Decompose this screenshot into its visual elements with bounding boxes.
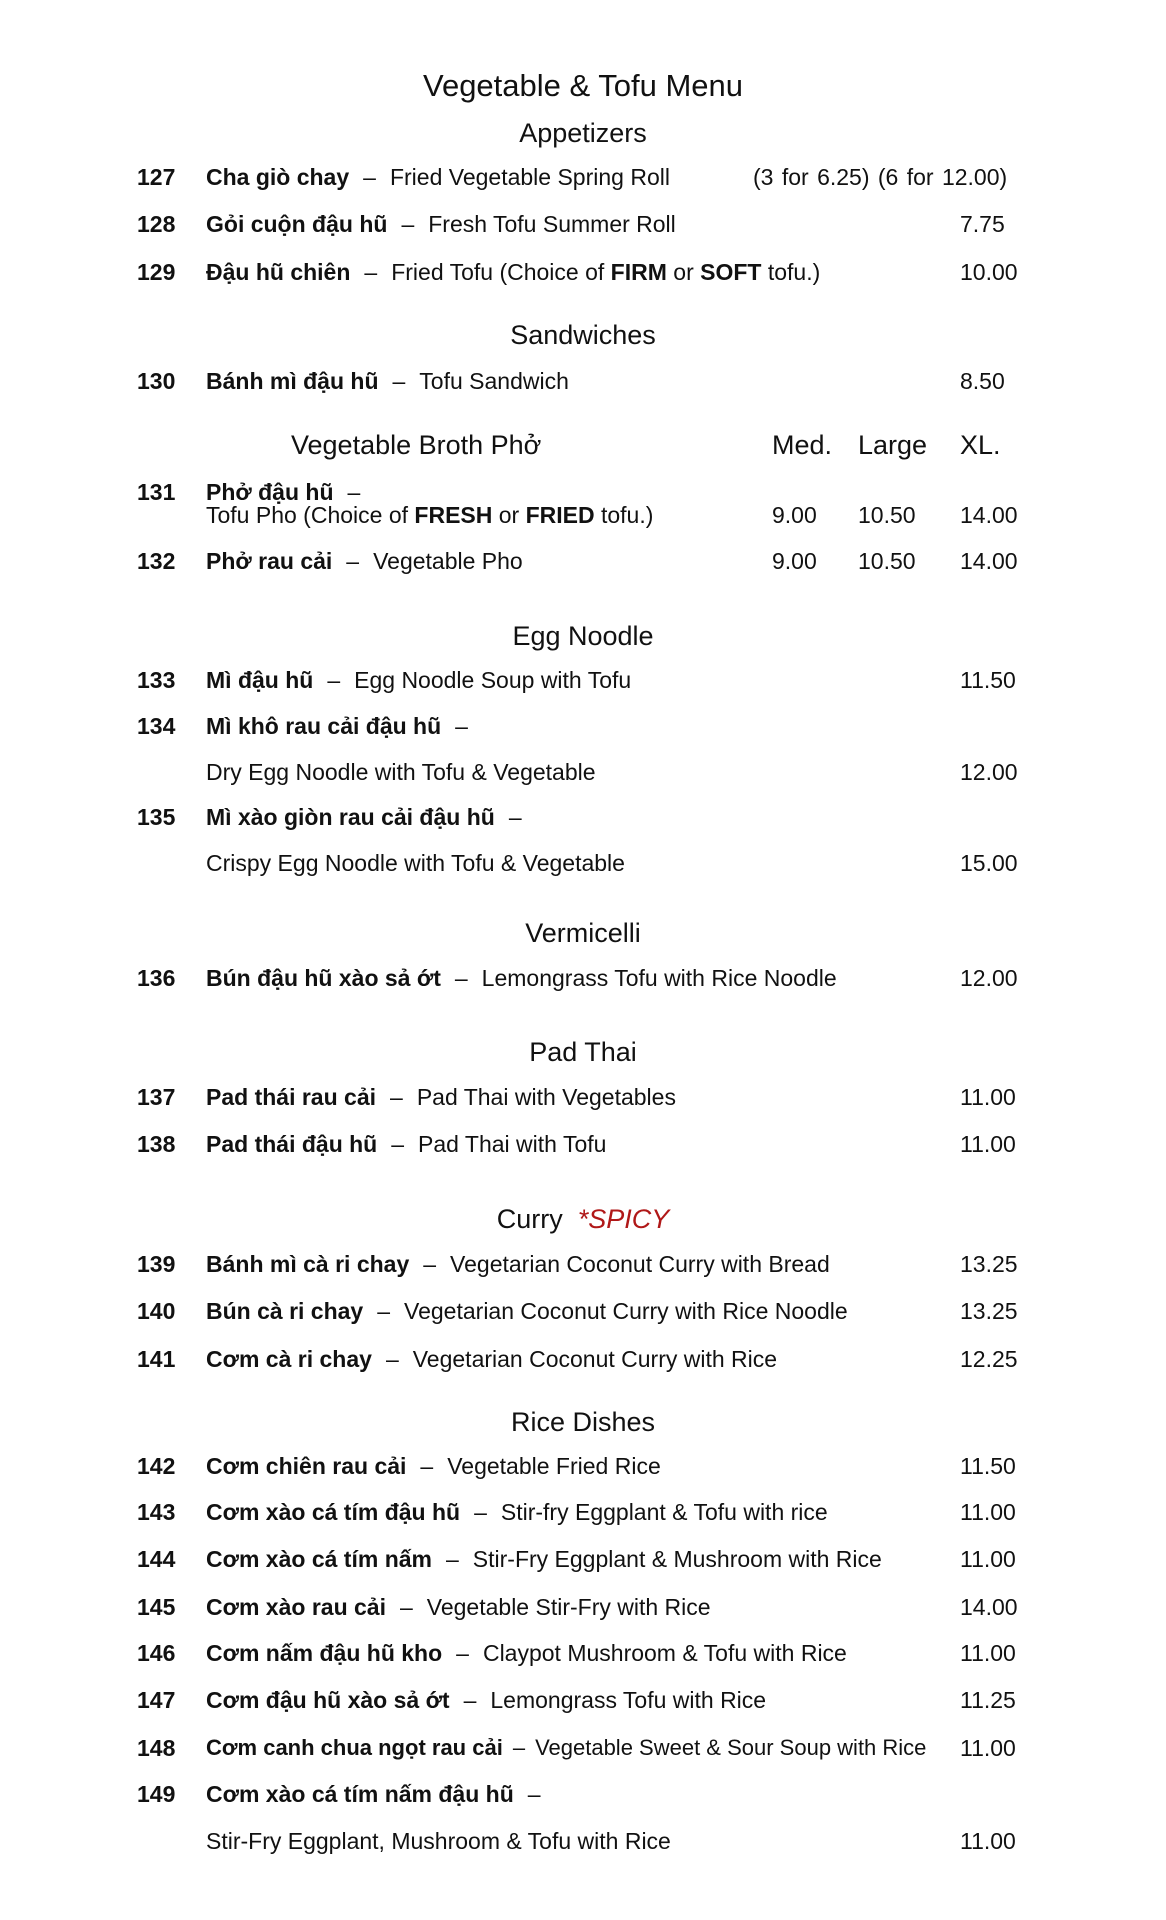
- section-heading-rice-dishes: Rice Dishes: [510, 1407, 656, 1437]
- section-heading-pho: Vegetable Broth Phở: [291, 430, 542, 460]
- section-heading-pad-thai: Pad Thai: [529, 1037, 637, 1067]
- menu-item-140: [206, 1298, 848, 1325]
- menu-item-147: [206, 1687, 766, 1714]
- item-number: 134: [137, 713, 176, 739]
- dash: –: [385, 1346, 399, 1372]
- item-viet-name: Mì xào giòn rau cải đậu hũ: [206, 804, 495, 830]
- item-price: (3 for 6.25) (6 for 12.00): [753, 164, 1008, 190]
- dash: –: [527, 1781, 541, 1807]
- item-english-name: Pad Thai with Vegetables: [416, 1084, 676, 1110]
- dash: –: [363, 164, 376, 190]
- item-number: 147: [137, 1687, 176, 1713]
- menu-title: Vegetable & Tofu Menu: [422, 68, 743, 103]
- item-number: 131: [137, 479, 176, 505]
- item-english-name: Vegetarian Coconut Curry with Rice Noodle: [404, 1298, 848, 1324]
- option-fresh: FRESH: [414, 502, 493, 528]
- item-viet-name: Phở rau cải: [206, 548, 333, 574]
- item-english-name: Vegetarian Coconut Curry with Rice: [412, 1346, 778, 1372]
- item-price: 14.00: [960, 1594, 1018, 1620]
- dash: –: [399, 1594, 413, 1620]
- dash: –: [401, 211, 415, 237]
- menu-item-129: [206, 259, 820, 286]
- menu-item-148: [206, 1735, 926, 1761]
- dash: –: [392, 368, 406, 394]
- spicy-label: *SPICY: [577, 1204, 670, 1234]
- price-med: 9.00: [772, 502, 817, 528]
- item-number: 139: [137, 1251, 176, 1277]
- item-price: 11.50: [960, 1453, 1016, 1479]
- item-english-name: Pad Thai with Tofu: [418, 1131, 607, 1157]
- dash: –: [420, 1453, 434, 1479]
- item-number: 144: [137, 1546, 176, 1572]
- price-xl: 14.00: [960, 548, 1018, 574]
- item-price: 12.25: [960, 1346, 1018, 1372]
- dash: –: [445, 1546, 459, 1572]
- menu-item-138: [206, 1131, 606, 1158]
- item-english-name: Stir-Fry Eggplant, Mushroom & Tofu with Rice: [206, 1828, 671, 1854]
- menu-item-144: [206, 1546, 882, 1573]
- item-price: 11.50: [960, 667, 1016, 693]
- section-heading-curry: [0, 1204, 1166, 1235]
- item-number: 138: [137, 1131, 176, 1157]
- item-number: 132: [137, 548, 176, 574]
- dash: –: [474, 1499, 487, 1525]
- menu-item-141: [206, 1346, 777, 1373]
- item-viet-name: Cơm cà ri chay: [206, 1346, 372, 1372]
- price-large: 10.50: [858, 548, 916, 574]
- menu-item-136: [206, 965, 837, 992]
- item-price: 11.00: [960, 1546, 1016, 1572]
- price-large: 10.50: [858, 502, 916, 528]
- item-english-name: Crispy Egg Noodle with Tofu & Vegetable: [206, 850, 625, 876]
- item-viet-name: Bánh mì cà ri chay: [206, 1251, 410, 1277]
- item-english-name: Egg Noodle Soup with Tofu: [354, 667, 632, 693]
- item-viet-name: Phở đậu hũ: [206, 479, 334, 505]
- item-english-name: Claypot Mushroom & Tofu with Rice: [482, 1640, 847, 1666]
- item-number: 137: [137, 1084, 176, 1110]
- item-english-name: Vegetable Fried Rice: [447, 1453, 661, 1479]
- item-viet-name: Cơm chiên rau cải: [206, 1453, 407, 1479]
- dash: –: [456, 1640, 469, 1666]
- item-viet-name: Cơm xào cá tím nấm đậu hũ: [206, 1781, 514, 1807]
- item-price: 12.00: [960, 965, 1018, 991]
- item-viet-name: Gỏi cuộn đậu hũ: [206, 211, 388, 237]
- item-viet-name: Cơm xào cá tím nấm: [206, 1546, 432, 1572]
- menu-item-132: [206, 548, 523, 575]
- item-english-name: Fresh Tofu Summer Roll: [428, 211, 676, 237]
- item-number: 146: [137, 1640, 176, 1666]
- curry-heading: Curry: [496, 1204, 563, 1234]
- item-price: 7.75: [960, 211, 1005, 237]
- item-viet-name: Bún đậu hũ xào sả ớt: [206, 965, 441, 991]
- item-price: 10.00: [960, 259, 1018, 285]
- size-header-xl: XL.: [960, 430, 1001, 460]
- dash: –: [391, 1131, 405, 1157]
- menu-item-139: [206, 1251, 830, 1278]
- item-number: 142: [137, 1453, 176, 1479]
- item-price: 11.00: [960, 1084, 1016, 1110]
- dash: –: [327, 667, 341, 693]
- dash: –: [463, 1687, 477, 1713]
- item-viet-name: Đậu hũ chiên: [206, 259, 351, 285]
- item-viet-name: Cơm đậu hũ xào sả ớt: [206, 1687, 450, 1713]
- section-heading-appetizers: Appetizers: [519, 118, 647, 148]
- item-english-name-pre: Tofu Pho (Choice of: [206, 502, 415, 528]
- item-viet-name: Cha giò chay: [206, 164, 350, 190]
- dash: –: [390, 1084, 403, 1110]
- item-english-name: Vegetarian Coconut Curry with Bread: [450, 1251, 830, 1277]
- menu-item-143: [206, 1499, 828, 1526]
- item-english-name: Vegetable Stir-Fry with Rice: [426, 1594, 711, 1620]
- dash: –: [364, 259, 378, 285]
- dash: –: [347, 479, 361, 505]
- item-price: 11.00: [960, 1499, 1016, 1525]
- dash: –: [423, 1251, 437, 1277]
- menu-item-149-name: [206, 1781, 555, 1808]
- dash: –: [508, 804, 522, 830]
- item-number: 130: [137, 368, 176, 394]
- menu-item-145: [206, 1594, 711, 1621]
- item-english-name: Dry Egg Noodle with Tofu & Vegetable: [206, 759, 596, 785]
- section-heading-vermicelli: Vermicelli: [525, 918, 641, 948]
- item-viet-name: Cơm xào rau cải: [206, 1594, 386, 1620]
- dash: –: [377, 1298, 391, 1324]
- menu-item-128: [206, 211, 676, 238]
- menu-item-146: [206, 1640, 847, 1667]
- item-english-name-mid: or: [492, 502, 526, 528]
- menu-item-142: [206, 1453, 661, 1480]
- item-viet-name: Bánh mì đậu hũ: [206, 368, 379, 394]
- item-price: 11.00: [960, 1828, 1016, 1854]
- size-header-med: Med.: [772, 430, 833, 460]
- menu-item-131-desc: [206, 502, 653, 529]
- item-number: 143: [137, 1499, 176, 1525]
- item-price: 11.00: [960, 1735, 1016, 1761]
- item-english-name: Vegetable Pho: [373, 548, 523, 574]
- item-number: 127: [137, 164, 176, 190]
- item-english-name: Lemongrass Tofu with Rice: [490, 1687, 767, 1713]
- item-price: 11.00: [960, 1131, 1016, 1157]
- item-english-name-post: tofu.): [761, 259, 821, 285]
- dash: –: [455, 713, 468, 739]
- menu-item-135-name: [206, 804, 536, 831]
- item-number: 128: [137, 211, 176, 237]
- item-number: 140: [137, 1298, 176, 1324]
- item-viet-name: Cơm xào cá tím đậu hũ: [206, 1499, 461, 1525]
- option-firm: FIRM: [610, 259, 667, 285]
- item-number: 149: [137, 1781, 176, 1807]
- item-price: 15.00: [960, 850, 1018, 876]
- item-english-name-pre: Fried Tofu (Choice of: [391, 259, 611, 285]
- section-heading-sandwiches: Sandwiches: [510, 320, 656, 350]
- item-english-name-post: tofu.): [594, 502, 654, 528]
- item-viet-name: Bún cà ri chay: [206, 1298, 364, 1324]
- item-price: 11.25: [960, 1687, 1016, 1713]
- price-med: 9.00: [772, 548, 817, 574]
- dash: –: [512, 1735, 526, 1760]
- item-number: 129: [137, 259, 176, 285]
- item-english-name: Lemongrass Tofu with Rice Noodle: [481, 965, 837, 991]
- item-viet-name: Pad thái rau cải: [206, 1084, 377, 1110]
- item-number: 135: [137, 804, 176, 830]
- menu-item-133: [206, 667, 631, 694]
- size-header-large: Large: [858, 430, 928, 460]
- item-viet-name: Pad thái đậu hũ: [206, 1131, 378, 1157]
- menu-item-134-name: [206, 713, 482, 740]
- item-number: 148: [137, 1735, 176, 1761]
- item-number: 136: [137, 965, 176, 991]
- item-viet-name: Cơm nấm đậu hũ kho: [206, 1640, 443, 1666]
- menu-item-130: [206, 368, 569, 395]
- item-viet-name: Cơm canh chua ngọt rau cải: [206, 1735, 503, 1760]
- item-english-name: Stir-Fry Eggplant & Mushroom with Rice: [472, 1546, 882, 1572]
- item-price: 8.50: [960, 368, 1005, 394]
- menu-item-137: [206, 1084, 676, 1111]
- item-english-name: Vegetable Sweet & Sour Soup with Rice: [535, 1735, 927, 1760]
- dash: –: [454, 965, 468, 991]
- item-english-name: Fried Vegetable Spring Roll: [389, 164, 670, 190]
- item-number: 141: [137, 1346, 176, 1372]
- item-viet-name: Mì đậu hũ: [206, 667, 314, 693]
- section-heading-egg-noodle: Egg Noodle: [512, 621, 654, 651]
- option-fried: FRIED: [525, 502, 595, 528]
- item-viet-name: Mì khô rau cải đậu hũ: [206, 713, 442, 739]
- menu-item-127: [206, 164, 670, 191]
- item-english-name-mid: or: [666, 259, 701, 285]
- item-price: 12.00: [960, 759, 1018, 785]
- dash: –: [346, 548, 360, 574]
- item-price: 13.25: [960, 1251, 1018, 1277]
- item-english-name: Tofu Sandwich: [419, 368, 569, 394]
- price-xl: 14.00: [960, 502, 1018, 528]
- item-price: 13.25: [960, 1298, 1018, 1324]
- item-number: 145: [137, 1594, 176, 1620]
- option-soft: SOFT: [700, 259, 762, 285]
- item-price: 11.00: [960, 1640, 1016, 1666]
- item-english-name: Stir-fry Eggplant & Tofu with rice: [500, 1499, 828, 1525]
- item-number: 133: [137, 667, 176, 693]
